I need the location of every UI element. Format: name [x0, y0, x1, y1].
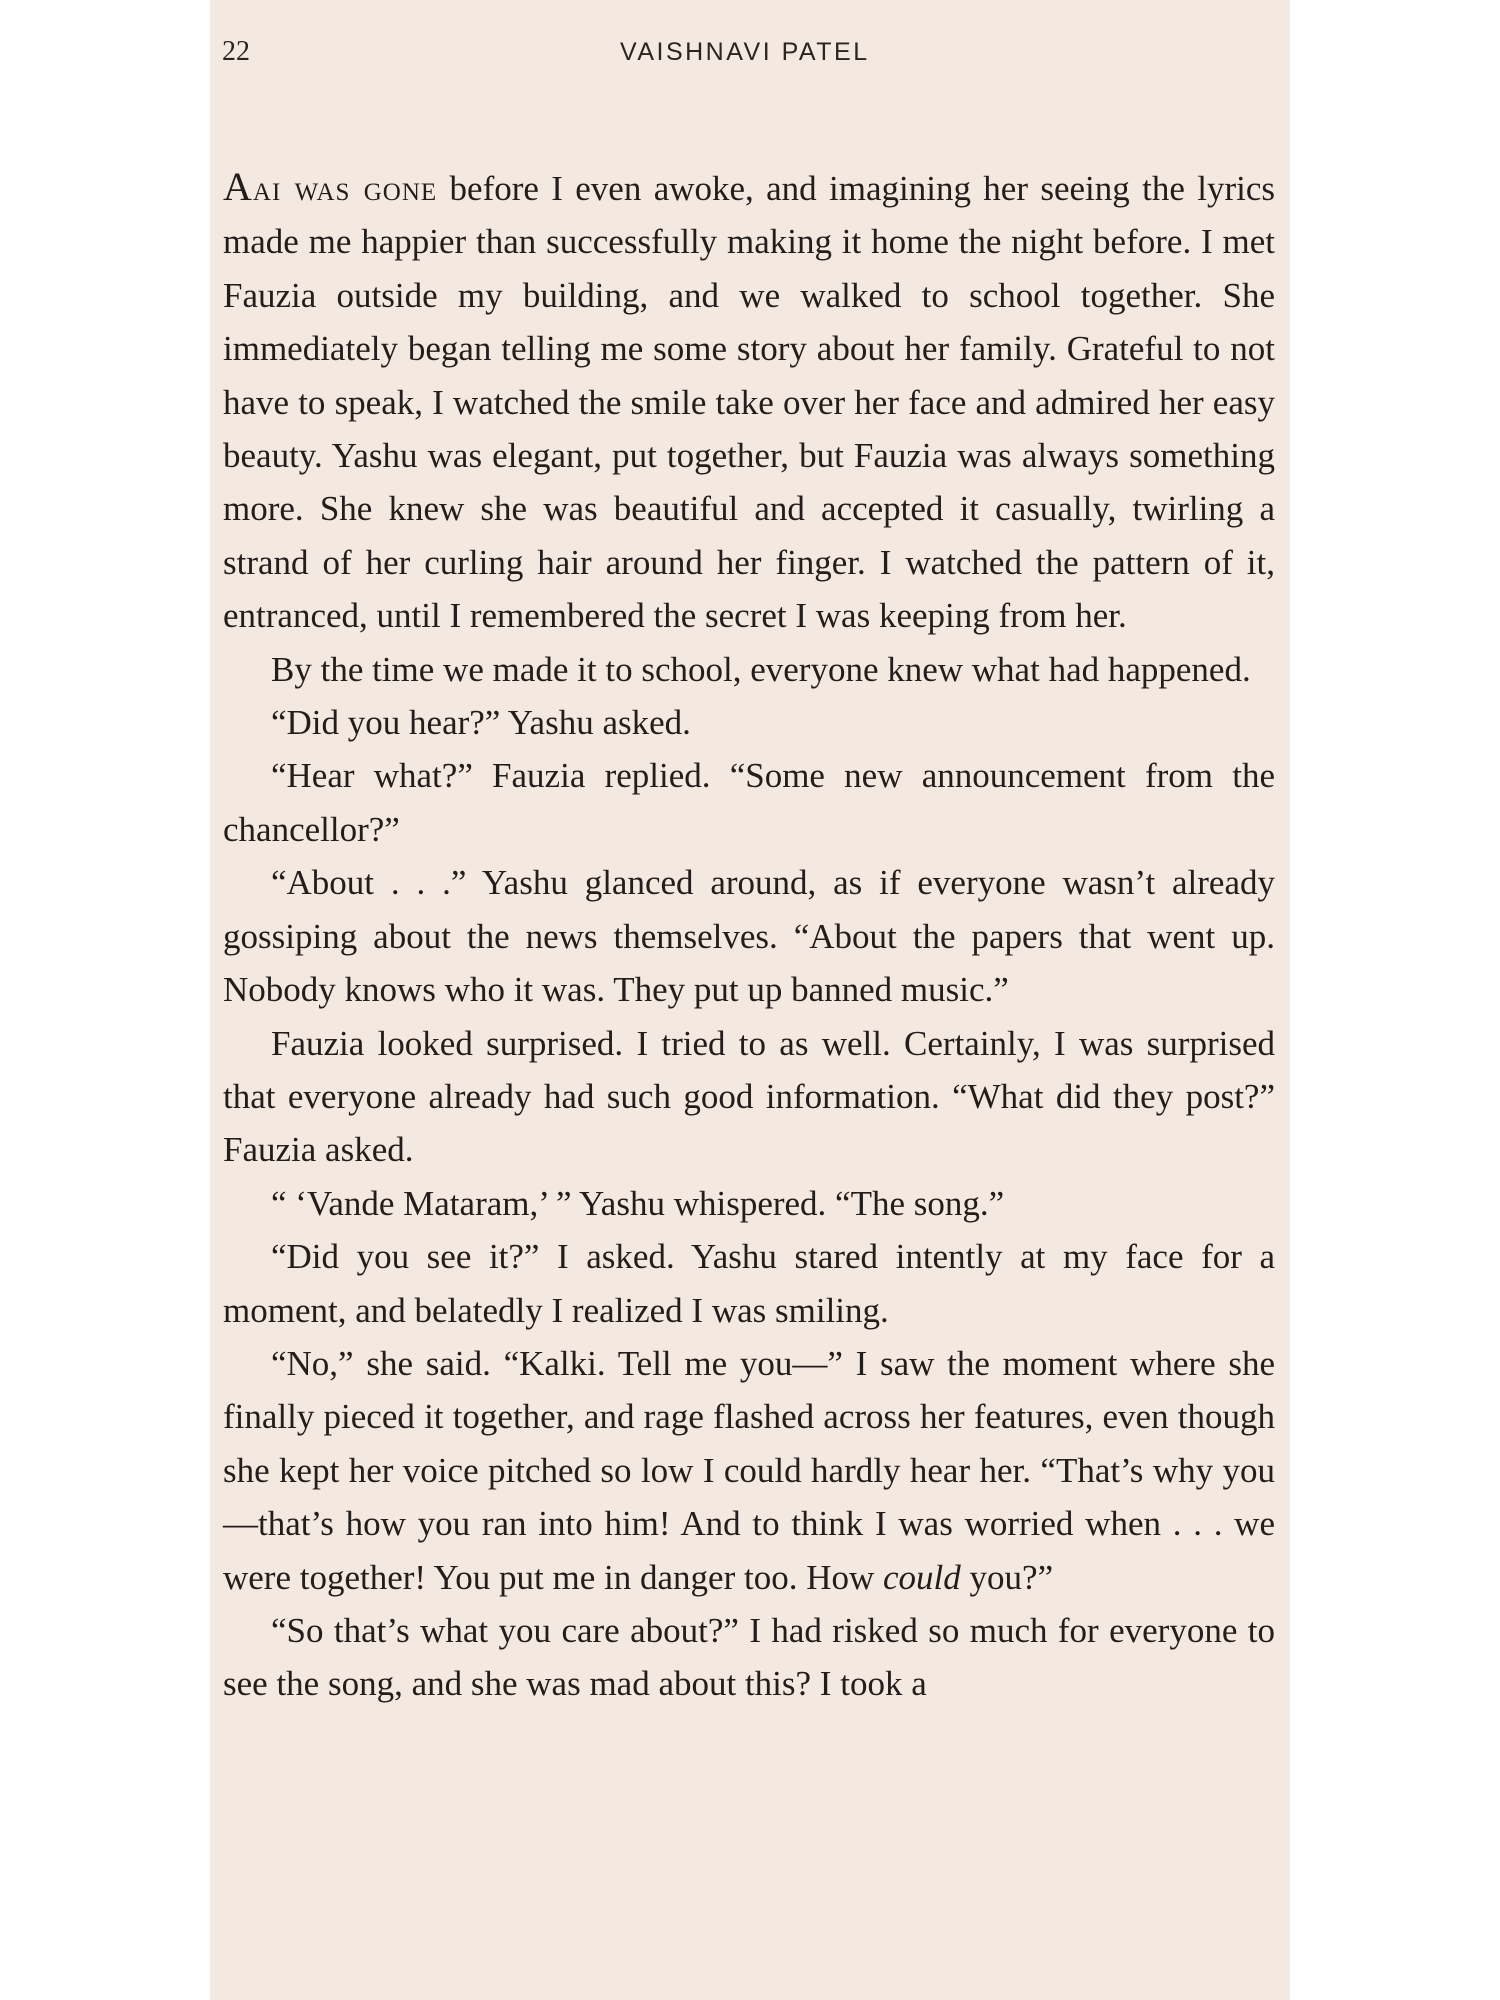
paragraph-6: Fauzia looked surprised. I tried to as well. Certainly, I was surprised that everyone already had such good information. “What did they post?” Fauzia asked.	[223, 1023, 1275, 1170]
paragraph-10: “So that’s what you care about?” I had risked so much for everyone to see the song, and she was mad about this? I took a	[223, 1610, 1275, 1704]
paragraph-2: By the time we made it to school, everyone knew what had happened.	[271, 649, 1251, 689]
paragraph-9	[223, 1337, 1275, 1604]
paragraph-5: “About . . .” Yashu glanced around, as if everyone wasn’t already gossiping about the news themselves. “About the papers that went up. Nobody knows who it was. They put up banned music.”	[223, 863, 1275, 1010]
paragraph-9-text-a: “No,” she said. “Kalki. Tell me you—” I saw the moment where she finally pieced it together, and rage flashed across her features, even though she kept her voice pitched so low I could hardly hear her. “That’s why you—that’s how you ran into him! And to think I was worried when . . . we were together! You put me in danger too. How	[223, 1343, 1275, 1597]
author-name: VAISHNAVI PATEL	[620, 38, 870, 66]
page-number: 22	[222, 36, 250, 67]
body-text	[223, 160, 1275, 1711]
lead-in-initial: A	[223, 164, 253, 209]
paragraph-7: “ ‘Vande Mataram,’ ” Yashu whispered. “The song.”	[271, 1183, 1005, 1223]
book-page	[210, 0, 1290, 2000]
paragraph-9-emphasis: could	[883, 1557, 961, 1597]
paragraph-8: “Did you see it?” I asked. Yashu stared intently at my face for a moment, and belatedly I realized I was smiling.	[223, 1237, 1275, 1330]
paragraph-3: “Did you hear?” Yashu asked.	[271, 703, 691, 743]
paragraph-1-text: before I even awoke, and imagining her seeing the lyrics made me happier than successfully making it home the night before. I met Fauzia outside my building, and we walked to school together. She immediately began telling me some story about her family. Grateful to not have to speak, I watched the smile take over her face and admired her easy beauty. Yashu was elegant, put together, but Fauzia was always something more. She knew she was beautiful and accepted it casually, twirling a strand of her curling hair around her finger. I watched the pattern of it, entranced, until I remembered the secret I was keeping from her.	[223, 169, 1275, 636]
lead-in-rest: ai was gone	[252, 169, 438, 208]
chapter-lead-in	[223, 164, 438, 209]
paragraph-1	[223, 160, 1275, 643]
paragraph-4: “Hear what?” Fauzia replied. “Some new announcement from the chancellor?”	[223, 756, 1275, 849]
paragraph-9-text-b: you?”	[960, 1557, 1054, 1597]
running-head	[222, 36, 1272, 76]
